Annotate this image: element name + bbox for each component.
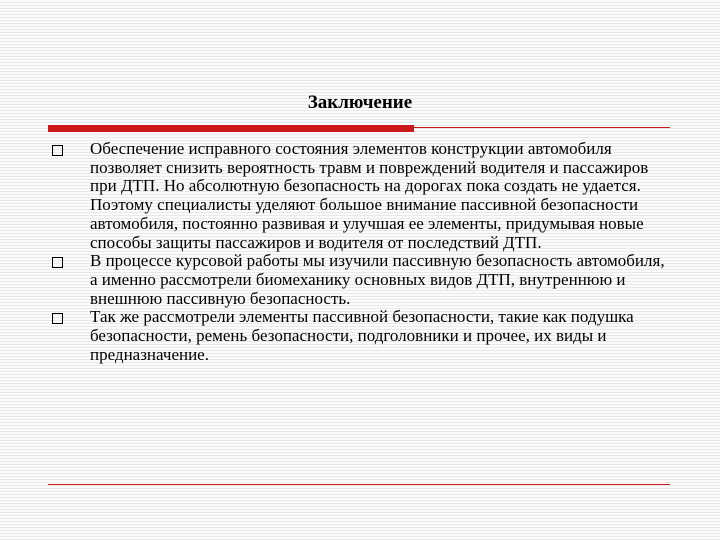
title-underline-thin	[414, 127, 670, 128]
bullet-text: Так же рассмотрели элементы пассивной безопасности, такие как подушка безопасности, ремень безопасности, подголовники и прочее, их виды и предназначение.	[90, 307, 634, 364]
bullet-item	[50, 308, 670, 364]
square-bullet-icon	[52, 145, 63, 156]
slide-title: Заключение	[307, 92, 413, 113]
title-underline-thick	[48, 125, 414, 132]
bullet-text: Обеспечение исправного состояния элементов конструкции автомобиля позволяет снизить вероятность травм и повреждений водителя и пассажиров при ДТП. Но абсолютную безопасность на дорогах пока создать не удается. Поэтому специалисты уделяют большое внимание пассивной безопасности автомобиля, постоянно развивая и улучшая ее элементы, придумывая новые способы защиты пассажиров и водителя от последствий ДТП.	[90, 139, 649, 252]
square-bullet-icon	[52, 313, 63, 324]
bullet-item	[50, 252, 670, 308]
bullet-text: В процессе курсовой работы мы изучили пассивную безопасность автомобиля, а именно рассмотрели биомеханику основных видов ДТП, внутреннюю и внешнюю пассивную безопасность.	[90, 251, 665, 308]
bullet-item	[50, 140, 670, 252]
square-bullet-icon	[52, 257, 63, 268]
footer-divider	[48, 484, 670, 485]
bullet-list	[50, 140, 670, 364]
